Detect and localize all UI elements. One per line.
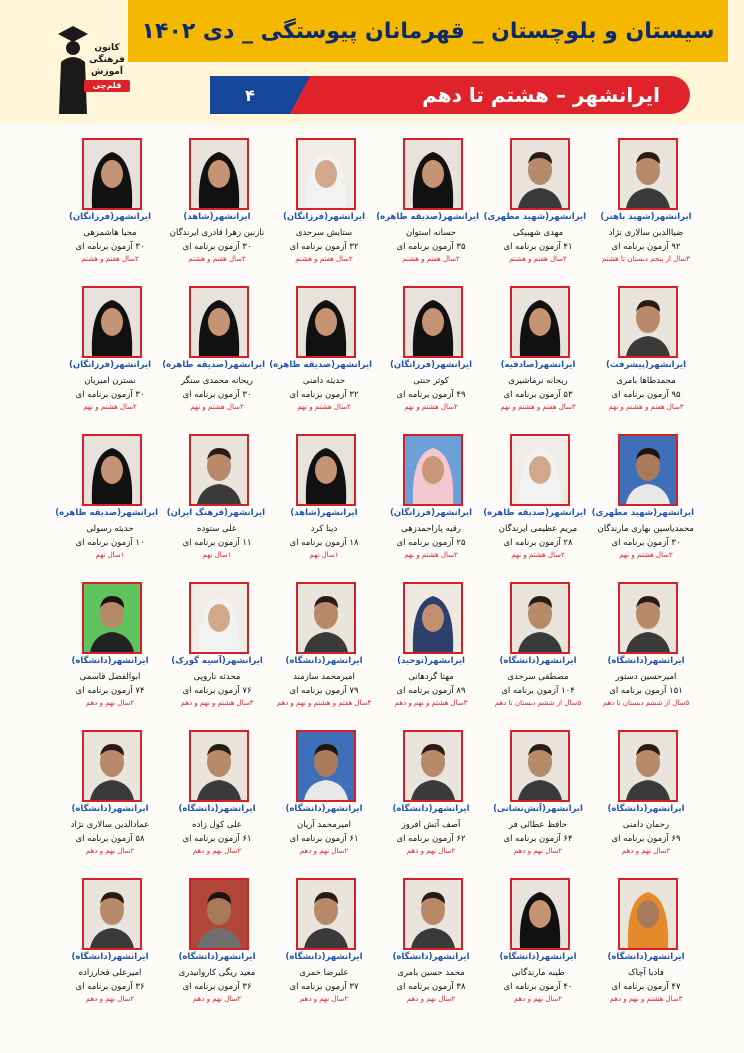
student-years: ۲سال هشتم و نهم <box>404 551 458 559</box>
student-school: ایرانشهر(پیشرفت) <box>606 360 686 370</box>
student-school: ایرانشهر(دانشگاه) <box>285 804 363 814</box>
student-exams: ۶۱ آزمون برنامه ای <box>182 834 252 844</box>
student-exams: ۹۲ آزمون برنامه ای <box>611 242 681 252</box>
student-name: مهدی شهبیکی <box>512 228 564 238</box>
student-photo <box>82 582 142 654</box>
student-card <box>591 426 708 566</box>
student-photo <box>189 434 249 506</box>
student-photo <box>618 434 678 506</box>
student-school: ایرانشهر(شاهد) <box>183 212 251 222</box>
student-name: محمدطاها بامری <box>616 376 676 386</box>
student-photo <box>189 878 249 950</box>
student-name: محمدیاسین بهاری مارندگان <box>597 524 694 534</box>
student-school: ایرانشهر(دانشگاه) <box>71 656 149 666</box>
student-card <box>483 130 600 270</box>
student-school: ایرانشهر(دانشگاه) <box>71 952 149 962</box>
student-years: ۲سال هشتم و نهم <box>83 403 137 411</box>
student-exams: ۶۴ آزمون برنامه ای <box>503 834 573 844</box>
student-years: ۵سال از ششم دبستان تا دهم <box>602 699 690 707</box>
student-exams: ۱۰۴ آزمون برنامه ای <box>501 686 575 696</box>
student-years: ۳سال هشتم و نهم و دهم <box>609 995 683 1003</box>
student-school: ایرانشهر(صدیقه طاهره) <box>162 360 265 370</box>
student-card <box>383 574 493 714</box>
student-school: ایرانشهر(صدیقه طاهره) <box>376 212 479 222</box>
student-exams: ۳۵ آزمون برنامه ای <box>396 242 466 252</box>
student-photo <box>189 582 249 654</box>
student-exams: ۴۷ آزمون برنامه ای <box>611 982 681 992</box>
student-years: ۲سال نهم و دهم <box>406 847 456 855</box>
student-exams: ۶۱ آزمون برنامه ای <box>289 834 359 844</box>
student-card <box>62 278 172 418</box>
student-name: حدیثه دامنی <box>302 376 346 386</box>
student-exams: ۵۳ آزمون برنامه ای <box>503 390 573 400</box>
student-years: ۲سال نهم و دهم <box>85 699 135 707</box>
student-exams: ۲۵ آزمون برنامه ای <box>396 538 466 548</box>
student-photo <box>82 730 142 802</box>
student-name: امیرمحمد آریان <box>297 820 351 830</box>
student-exams: ۲۸ آزمون برنامه ای <box>503 538 573 548</box>
student-name: ضیاالدین سالاری نژاد <box>608 228 684 238</box>
student-photo <box>510 286 570 358</box>
student-card <box>598 278 708 418</box>
student-years: ۲سال نهم و دهم <box>192 995 242 1003</box>
student-years: ۲سال هفتم و هشتم <box>295 255 353 263</box>
student-card <box>490 722 600 862</box>
student-name: رقیه پاراحمدزهی <box>401 524 461 534</box>
student-school: ایرانشهر(دانشگاه) <box>607 656 685 666</box>
student-photo <box>403 878 463 950</box>
student-name: عمادالدین سالاری نژاد <box>70 820 150 830</box>
student-card <box>62 130 172 270</box>
student-exams: ۶۹ آزمون برنامه ای <box>611 834 681 844</box>
student-name: حدیثه رسولی <box>86 524 134 534</box>
student-school: ایرانشهر(دانشگاه) <box>285 952 363 962</box>
student-card <box>276 574 386 714</box>
student-school: ایرانشهر(فرزانگان) <box>389 508 473 518</box>
student-name: ستایش سرحدی <box>295 228 353 238</box>
student-years: ۲سال نهم و دهم <box>85 847 135 855</box>
student-name: حافظ عطائی فر <box>508 820 568 830</box>
student-exams: ۳۰ آزمون برنامه ای <box>611 538 681 548</box>
student-years: ۱سال نهم <box>202 551 232 559</box>
logo-line-2: فرهنگی <box>89 55 125 65</box>
student-years: ۱سال نهم <box>95 551 125 559</box>
student-card <box>55 426 172 566</box>
student-school: ایرانشهر(شهید باهنر) <box>600 212 692 222</box>
student-photo <box>82 286 142 358</box>
student-exams: ۳۲ آزمون برنامه ای <box>289 242 359 252</box>
student-school: ایرانشهر(دانشگاه) <box>607 804 685 814</box>
student-card <box>62 870 172 1010</box>
student-photo <box>296 138 356 210</box>
student-name: محیا هاشمزهی <box>83 228 137 238</box>
student-name: رحمان دامنی <box>622 820 670 830</box>
student-card <box>169 870 279 1010</box>
student-years: ۳سال هفتم و هشتم و نهم <box>500 403 576 411</box>
student-years: ۲سال نهم و دهم <box>621 847 671 855</box>
student-card <box>276 130 386 270</box>
student-name: طیبه مارندگانی <box>511 968 565 978</box>
student-photo <box>510 730 570 802</box>
student-card <box>383 278 493 418</box>
student-card <box>276 870 386 1010</box>
student-photo <box>618 582 678 654</box>
student-name: امیرعلی فخارزاده <box>78 968 142 978</box>
student-photo <box>403 434 463 506</box>
student-card <box>383 870 493 1010</box>
student-years: ۳سال هفتم و هشتم و نهم <box>608 403 684 411</box>
student-years: ۲سال نهم و دهم <box>513 995 563 1003</box>
student-exams: ۳۶ آزمون برنامه ای <box>75 982 145 992</box>
student-name: ریحانه نرماشیری <box>508 376 568 386</box>
student-years: ۲سال نهم و دهم <box>299 995 349 1003</box>
student-photo <box>510 878 570 950</box>
student-exams: ۳۰ آزمون برنامه ای <box>75 390 145 400</box>
student-name: علیرضا خمری <box>299 968 349 978</box>
student-card <box>62 722 172 862</box>
student-card <box>169 722 279 862</box>
student-name: امیرحسین دستور <box>615 672 677 682</box>
logo-badge: قلم‌چی <box>84 80 130 92</box>
student-photo <box>296 878 356 950</box>
student-school: ایرانشهر(صدیقه طاهره) <box>269 360 372 370</box>
student-name: علی کول زاده <box>192 820 242 830</box>
student-school: ایرانشهر(دانشگاه) <box>71 804 149 814</box>
student-years: ۴سال هفتم و هشتم و نهم و دهم <box>276 699 372 707</box>
student-exams: ۹۵ آزمون برنامه ای <box>611 390 681 400</box>
logo-line-1: کانون <box>94 43 120 53</box>
student-name: مصطفی سرحدی <box>507 672 569 682</box>
student-card <box>169 574 279 714</box>
student-school: ایرانشهر(دانشگاه) <box>392 952 470 962</box>
student-name: محدثه ناروپی <box>193 672 241 682</box>
student-school: ایرانشهر(توحید) <box>397 656 465 666</box>
student-years: ۲سال هشتم و نهم <box>511 551 565 559</box>
student-name: حسانه استوان <box>405 228 457 238</box>
student-card <box>162 278 279 418</box>
student-exams: ۱۱ آزمون برنامه ای <box>182 538 252 548</box>
student-card <box>598 574 708 714</box>
student-school: ایرانشهر(دانشگاه) <box>499 952 577 962</box>
student-exams: ۳۷ آزمون برنامه ای <box>289 982 359 992</box>
student-years: ۲سال هشتم و نهم <box>190 403 244 411</box>
student-photo <box>510 138 570 210</box>
student-years: ۲سال نهم و دهم <box>513 847 563 855</box>
student-name: نسترن امیریان <box>84 376 136 386</box>
student-card <box>166 426 279 566</box>
student-card <box>598 130 708 270</box>
student-card <box>490 574 600 714</box>
student-photo <box>510 434 570 506</box>
student-name: امیرمحمد سازمند <box>293 672 355 682</box>
student-name: آصف آتش افروز <box>401 820 461 830</box>
student-school: ایرانشهر(فرزانگان) <box>282 212 366 222</box>
student-card <box>276 722 386 862</box>
student-years: ۲سال هفتم و هشتم <box>188 255 246 263</box>
logo <box>56 22 128 114</box>
student-exams: ۷۹ آزمون برنامه ای <box>289 686 359 696</box>
student-card <box>490 278 600 418</box>
student-school: ایرانشهر(شهید مطهری) <box>591 508 694 518</box>
student-card <box>169 130 279 270</box>
logo-line-3: آموزش <box>91 67 123 77</box>
student-years: ۳سال هشتم و نهم و دهم <box>180 699 254 707</box>
student-years: ۲سال هشتم و نهم <box>619 551 673 559</box>
logo-text <box>84 42 130 92</box>
student-photo <box>296 582 356 654</box>
student-exams: ۳۲ آزمون برنامه ای <box>289 390 359 400</box>
student-exams: ۳۶ آزمون برنامه ای <box>182 982 252 992</box>
student-photo <box>618 286 678 358</box>
student-school: ایرانشهر(شاهد) <box>290 508 358 518</box>
student-school: ایرانشهر(فرزانگان) <box>389 360 473 370</box>
student-exams: ۳۰ آزمون برنامه ای <box>182 390 252 400</box>
student-school: ایرانشهر(فرهنگ ایران) <box>166 508 265 518</box>
student-school: ایرانشهر(صادقیه) <box>500 360 576 370</box>
student-exams: ۶۲ آزمون برنامه ای <box>396 834 466 844</box>
student-school: ایرانشهر(صدیقه طاهره) <box>55 508 158 518</box>
student-card <box>383 722 493 862</box>
page-subtitle: ایرانشهر – هشتم تا دهم <box>422 83 660 107</box>
student-exams: ۸۹ آزمون برنامه ای <box>396 686 466 696</box>
student-photo <box>618 878 678 950</box>
student-school: ایرانشهر(دانشگاه) <box>285 656 363 666</box>
student-photo <box>82 878 142 950</box>
student-school: ایرانشهر(دانشگاه) <box>607 952 685 962</box>
student-years: ۲سال نهم و دهم <box>192 847 242 855</box>
student-name: علی ستوده <box>197 524 237 534</box>
student-years: ۲سال هفتم و هشتم <box>81 255 139 263</box>
student-card <box>490 870 600 1010</box>
student-name: مهتا گردهانی <box>408 672 454 682</box>
student-years: ۴سال از پنجم دبستان تا هشتم <box>601 255 691 263</box>
student-name: ابوالفضل قاسمی <box>79 672 141 682</box>
student-exams: ۵۸ آزمون برنامه ای <box>75 834 145 844</box>
student-photo <box>618 730 678 802</box>
student-school: ایرانشهر(فرزانگان) <box>68 360 152 370</box>
student-name: نازنین زهرا قادری ایرندگان <box>169 228 265 238</box>
student-card <box>598 722 708 862</box>
student-card <box>269 278 386 418</box>
student-name: ریحانه محمدی سنگر <box>180 376 253 386</box>
student-name: معید ریگی کاروانیدری <box>178 968 256 978</box>
student-photo <box>296 434 356 506</box>
student-name: کوثر جنتی <box>413 376 449 386</box>
student-school: ایرانشهر(شهید مطهری) <box>483 212 586 222</box>
student-card <box>598 870 708 1010</box>
student-years: ۵سال از ششم دبستان تا دهم <box>494 699 582 707</box>
student-school: ایرانشهر(دانشگاه) <box>178 804 256 814</box>
student-photo <box>189 730 249 802</box>
student-photo <box>296 286 356 358</box>
student-years: ۳سال هشتم و نهم و دهم <box>394 699 468 707</box>
student-photo <box>189 286 249 358</box>
student-years: ۲سال هفتم و هشتم <box>402 255 460 263</box>
student-card <box>383 426 493 566</box>
student-name: دینا کرد <box>310 524 338 534</box>
student-photo <box>82 138 142 210</box>
student-exams: ۱۸ آزمون برنامه ای <box>289 538 359 548</box>
student-school: ایرانشهر(فرزانگان) <box>68 212 152 222</box>
student-grid <box>0 130 744 1040</box>
student-years: ۲سال نهم و دهم <box>85 995 135 1003</box>
student-years: ۲سال نهم و دهم <box>299 847 349 855</box>
student-exams: ۱۰ آزمون برنامه ای <box>75 538 145 548</box>
student-photo <box>510 582 570 654</box>
student-card <box>376 130 493 270</box>
student-photo <box>403 138 463 210</box>
student-photo <box>189 138 249 210</box>
page-number: ۴ <box>210 76 290 114</box>
student-years: ۲سال نهم و دهم <box>406 995 456 1003</box>
student-card <box>483 426 600 566</box>
student-name: محمد حسین بامری <box>397 968 465 978</box>
student-name: فادیا آچاک <box>628 968 664 978</box>
page-title: سیستان و بلوچستان _ قهرمانان پیوستگی _ دی ۱۴۰۲ <box>141 18 715 44</box>
student-school: ایرانشهر(صدیقه طاهره) <box>483 508 586 518</box>
student-years: ۲سال هشتم و نهم <box>404 403 458 411</box>
student-card <box>276 426 386 566</box>
student-exams: ۳۰ آزمون برنامه ای <box>182 242 252 252</box>
student-school: ایرانشهر(دانشگاه) <box>392 804 470 814</box>
student-photo <box>618 138 678 210</box>
student-photo <box>403 582 463 654</box>
student-photo <box>403 730 463 802</box>
title-bar <box>128 0 728 62</box>
student-exams: ۳۰ آزمون برنامه ای <box>75 242 145 252</box>
student-years: ۱سال نهم <box>309 551 339 559</box>
student-school: ایرانشهر(دانشگاه) <box>178 952 256 962</box>
student-photo <box>296 730 356 802</box>
student-card <box>62 574 172 714</box>
student-exams: ۳۸ آزمون برنامه ای <box>396 982 466 992</box>
student-exams: ۷۶ آزمون برنامه ای <box>182 686 252 696</box>
student-school: ایرانشهر(آتش‌نشانی) <box>493 804 583 814</box>
student-school: ایرانشهر(آسیه گورک) <box>171 656 263 666</box>
student-exams: ۴۱ آزمون برنامه ای <box>503 242 573 252</box>
student-exams: ۷۴ آزمون برنامه ای <box>75 686 145 696</box>
student-years: ۲سال هفتم و هشتم <box>509 255 567 263</box>
student-exams: ۴۰ آزمون برنامه ای <box>503 982 573 992</box>
student-photo <box>403 286 463 358</box>
subtitle-bar <box>210 76 690 114</box>
student-name: مریم عظیمی ایرندگان <box>498 524 578 534</box>
student-school: ایرانشهر(دانشگاه) <box>499 656 577 666</box>
student-photo <box>82 434 142 506</box>
student-exams: ۱۵۱ آزمون برنامه ای <box>609 686 683 696</box>
student-exams: ۴۹ آزمون برنامه ای <box>396 390 466 400</box>
student-years: ۲سال هشتم و نهم <box>297 403 351 411</box>
